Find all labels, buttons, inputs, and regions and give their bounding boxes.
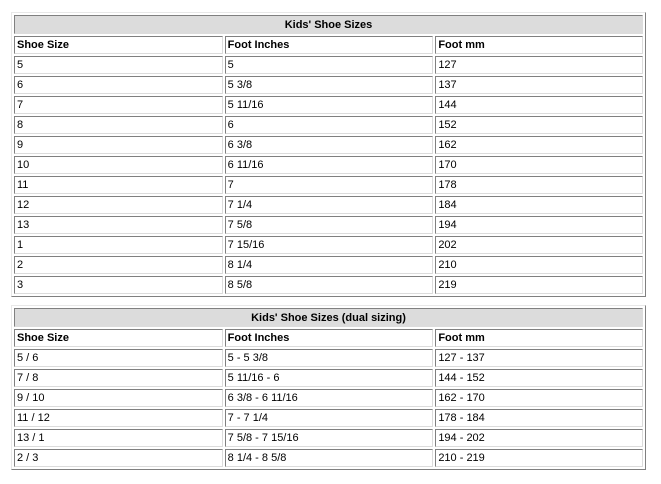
table-title: Kids' Shoe Sizes <box>14 15 643 34</box>
table-row <box>14 276 643 294</box>
cell-foot-inches: 7 1/4 <box>225 196 434 214</box>
table-row <box>14 56 643 74</box>
cell-shoe-size: 2 <box>14 256 223 274</box>
cell-foot-mm: 202 <box>435 236 643 254</box>
cell-foot-inches: 7 - 7 1/4 <box>225 409 434 427</box>
table-row <box>14 429 643 447</box>
cell-shoe-size: 1 <box>14 236 223 254</box>
kids-shoe-sizes-table <box>11 12 646 297</box>
cell-foot-mm: 194 <box>435 216 643 234</box>
table-caption-row <box>14 15 643 34</box>
cell-foot-mm: 144 - 152 <box>435 369 643 387</box>
table-row <box>14 349 643 367</box>
cell-foot-mm: 178 - 184 <box>435 409 643 427</box>
cell-foot-mm: 137 <box>435 76 643 94</box>
cell-foot-mm: 144 <box>435 96 643 114</box>
cell-foot-mm: 170 <box>435 156 643 174</box>
column-header-foot-mm: Foot mm <box>435 36 643 54</box>
cell-foot-inches: 7 <box>225 176 434 194</box>
cell-foot-mm: 219 <box>435 276 643 294</box>
cell-shoe-size: 8 <box>14 116 223 134</box>
cell-foot-mm: 210 - 219 <box>435 449 643 467</box>
kids-shoe-sizes-dual-table <box>11 305 646 470</box>
cell-foot-inches: 5 - 5 3/8 <box>225 349 434 367</box>
cell-foot-mm: 210 <box>435 256 643 274</box>
table-title: Kids' Shoe Sizes (dual sizing) <box>14 308 643 327</box>
column-header-foot-inches: Foot Inches <box>225 36 434 54</box>
cell-shoe-size: 3 <box>14 276 223 294</box>
cell-foot-mm: 162 - 170 <box>435 389 643 407</box>
cell-foot-inches: 5 11/16 <box>225 96 434 114</box>
cell-foot-inches: 5 11/16 - 6 <box>225 369 434 387</box>
cell-foot-mm: 152 <box>435 116 643 134</box>
column-header-foot-inches: Foot Inches <box>225 329 434 347</box>
cell-shoe-size: 6 <box>14 76 223 94</box>
cell-shoe-size: 11 <box>14 176 223 194</box>
cell-foot-inches: 5 <box>225 56 434 74</box>
cell-foot-inches: 7 15/16 <box>225 236 434 254</box>
cell-foot-mm: 127 <box>435 56 643 74</box>
table-row <box>14 176 643 194</box>
cell-foot-inches: 6 <box>225 116 434 134</box>
cell-foot-inches: 8 5/8 <box>225 276 434 294</box>
cell-foot-inches: 6 3/8 - 6 11/16 <box>225 389 434 407</box>
table-row <box>14 449 643 467</box>
table-row <box>14 196 643 214</box>
cell-shoe-size: 10 <box>14 156 223 174</box>
cell-shoe-size: 5 / 6 <box>14 349 223 367</box>
table-row <box>14 216 643 234</box>
cell-foot-inches: 7 5/8 - 7 15/16 <box>225 429 434 447</box>
cell-foot-inches: 8 1/4 - 8 5/8 <box>225 449 434 467</box>
cell-shoe-size: 7 / 8 <box>14 369 223 387</box>
cell-foot-inches: 8 1/4 <box>225 256 434 274</box>
cell-foot-inches: 6 11/16 <box>225 156 434 174</box>
table-row <box>14 116 643 134</box>
table-caption-row <box>14 308 643 327</box>
cell-shoe-size: 9 <box>14 136 223 154</box>
table-row <box>14 96 643 114</box>
cell-shoe-size: 13 <box>14 216 223 234</box>
column-header-shoe-size: Shoe Size <box>14 329 223 347</box>
cell-shoe-size: 2 / 3 <box>14 449 223 467</box>
table-row <box>14 256 643 274</box>
cell-foot-mm: 127 - 137 <box>435 349 643 367</box>
cell-shoe-size: 5 <box>14 56 223 74</box>
table-row <box>14 236 643 254</box>
column-header-foot-mm: Foot mm <box>435 329 643 347</box>
table-body <box>14 308 643 467</box>
cell-foot-mm: 184 <box>435 196 643 214</box>
table-row <box>14 389 643 407</box>
cell-shoe-size: 12 <box>14 196 223 214</box>
cell-foot-mm: 162 <box>435 136 643 154</box>
cell-shoe-size: 11 / 12 <box>14 409 223 427</box>
cell-foot-inches: 6 3/8 <box>225 136 434 154</box>
cell-foot-inches: 5 3/8 <box>225 76 434 94</box>
cell-foot-mm: 178 <box>435 176 643 194</box>
cell-foot-inches: 7 5/8 <box>225 216 434 234</box>
cell-shoe-size: 7 <box>14 96 223 114</box>
cell-shoe-size: 9 / 10 <box>14 389 223 407</box>
table-row <box>14 76 643 94</box>
column-header-shoe-size: Shoe Size <box>14 36 223 54</box>
table-row <box>14 409 643 427</box>
table-row <box>14 156 643 174</box>
table-body <box>14 15 643 294</box>
table-header-row <box>14 36 643 54</box>
table-row <box>14 369 643 387</box>
cell-foot-mm: 194 - 202 <box>435 429 643 447</box>
table-header-row <box>14 329 643 347</box>
table-row <box>14 136 643 154</box>
cell-shoe-size: 13 / 1 <box>14 429 223 447</box>
